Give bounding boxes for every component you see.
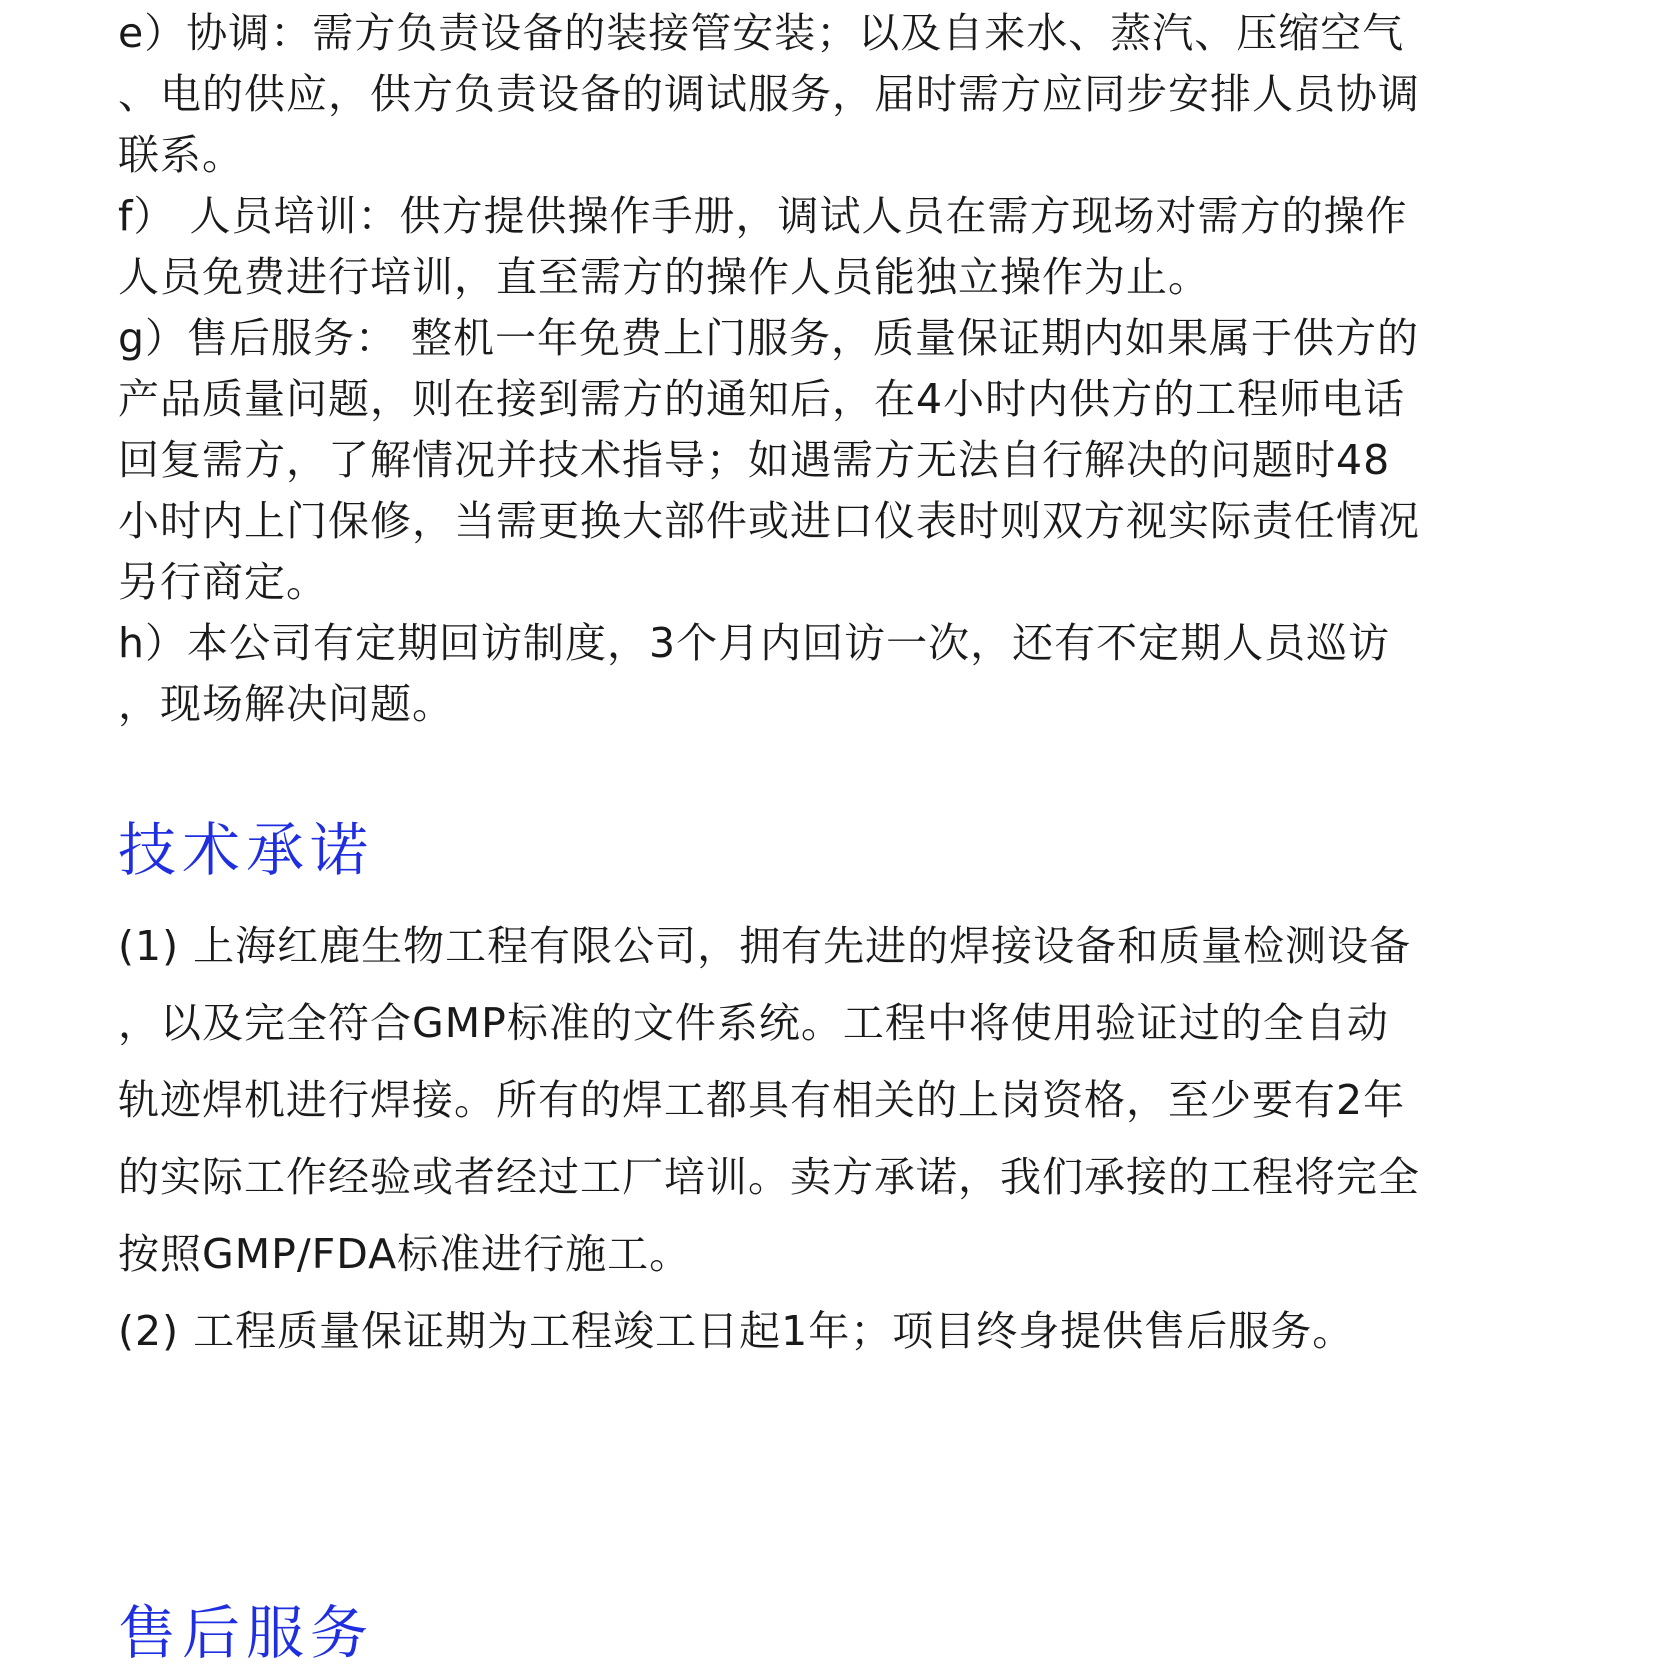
service-text-line: 联系。: [118, 131, 244, 179]
commitment-text-line: (1) 上海红鹿生物工程有限公司，拥有先进的焊接设备和质量检测设备: [118, 922, 1412, 970]
service-text-line: 人员免费进行培训，直至需方的操作人员能独立操作为止。: [118, 253, 1210, 301]
service-text-line: 另行商定。: [118, 558, 328, 606]
service-text-line: e）协调：需方负责设备的装接管安装；以及自来水、蒸汽、压缩空气: [118, 9, 1405, 57]
service-text-line: ，现场解决问题。: [118, 680, 454, 728]
service-text-line: 回复需方，了解情况并技术指导；如遇需方无法自行解决的问题时48: [118, 436, 1391, 484]
service-text-line: 小时内上门保修，当需更换大部件或进口仪表时则双方视实际责任情况: [118, 497, 1420, 545]
commitment-text-line: ，以及完全符合GMP标准的文件系统。工程中将使用验证过的全自动: [118, 999, 1389, 1047]
section-heading-tech-commitment: 技术承诺: [118, 816, 375, 884]
section-heading-after-sales: 售后服务: [118, 1599, 375, 1667]
commitment-text-line: 按照GMP/FDA标准进行施工。: [118, 1230, 692, 1278]
service-text-line: 产品质量问题，则在接到需方的通知后，在4小时内供方的工程师电话: [118, 375, 1406, 423]
service-text-line: g）售后服务： 整机一年免费上门服务，质量保证期内如果属于供方的: [118, 314, 1420, 362]
service-text-line: h）本公司有定期回访制度，3个月内回访一次，还有不定期人员巡访: [118, 619, 1391, 667]
commitment-text-line: (2) 工程质量保证期为工程竣工日起1年；项目终身提供售后服务。: [118, 1307, 1355, 1355]
commitment-text-line: 轨迹焊机进行焊接。所有的焊工都具有相关的上岗资格，至少要有2年: [118, 1076, 1406, 1124]
commitment-text-line: 的实际工作经验或者经过工厂培训。卖方承诺，我们承接的工程将完全: [118, 1153, 1420, 1201]
service-text-line: f） 人员培训：供方提供操作手册，调试人员在需方现场对需方的操作: [118, 192, 1408, 240]
service-text-line: 、电的供应，供方负责设备的调试服务，届时需方应同步安排人员协调: [118, 70, 1420, 118]
